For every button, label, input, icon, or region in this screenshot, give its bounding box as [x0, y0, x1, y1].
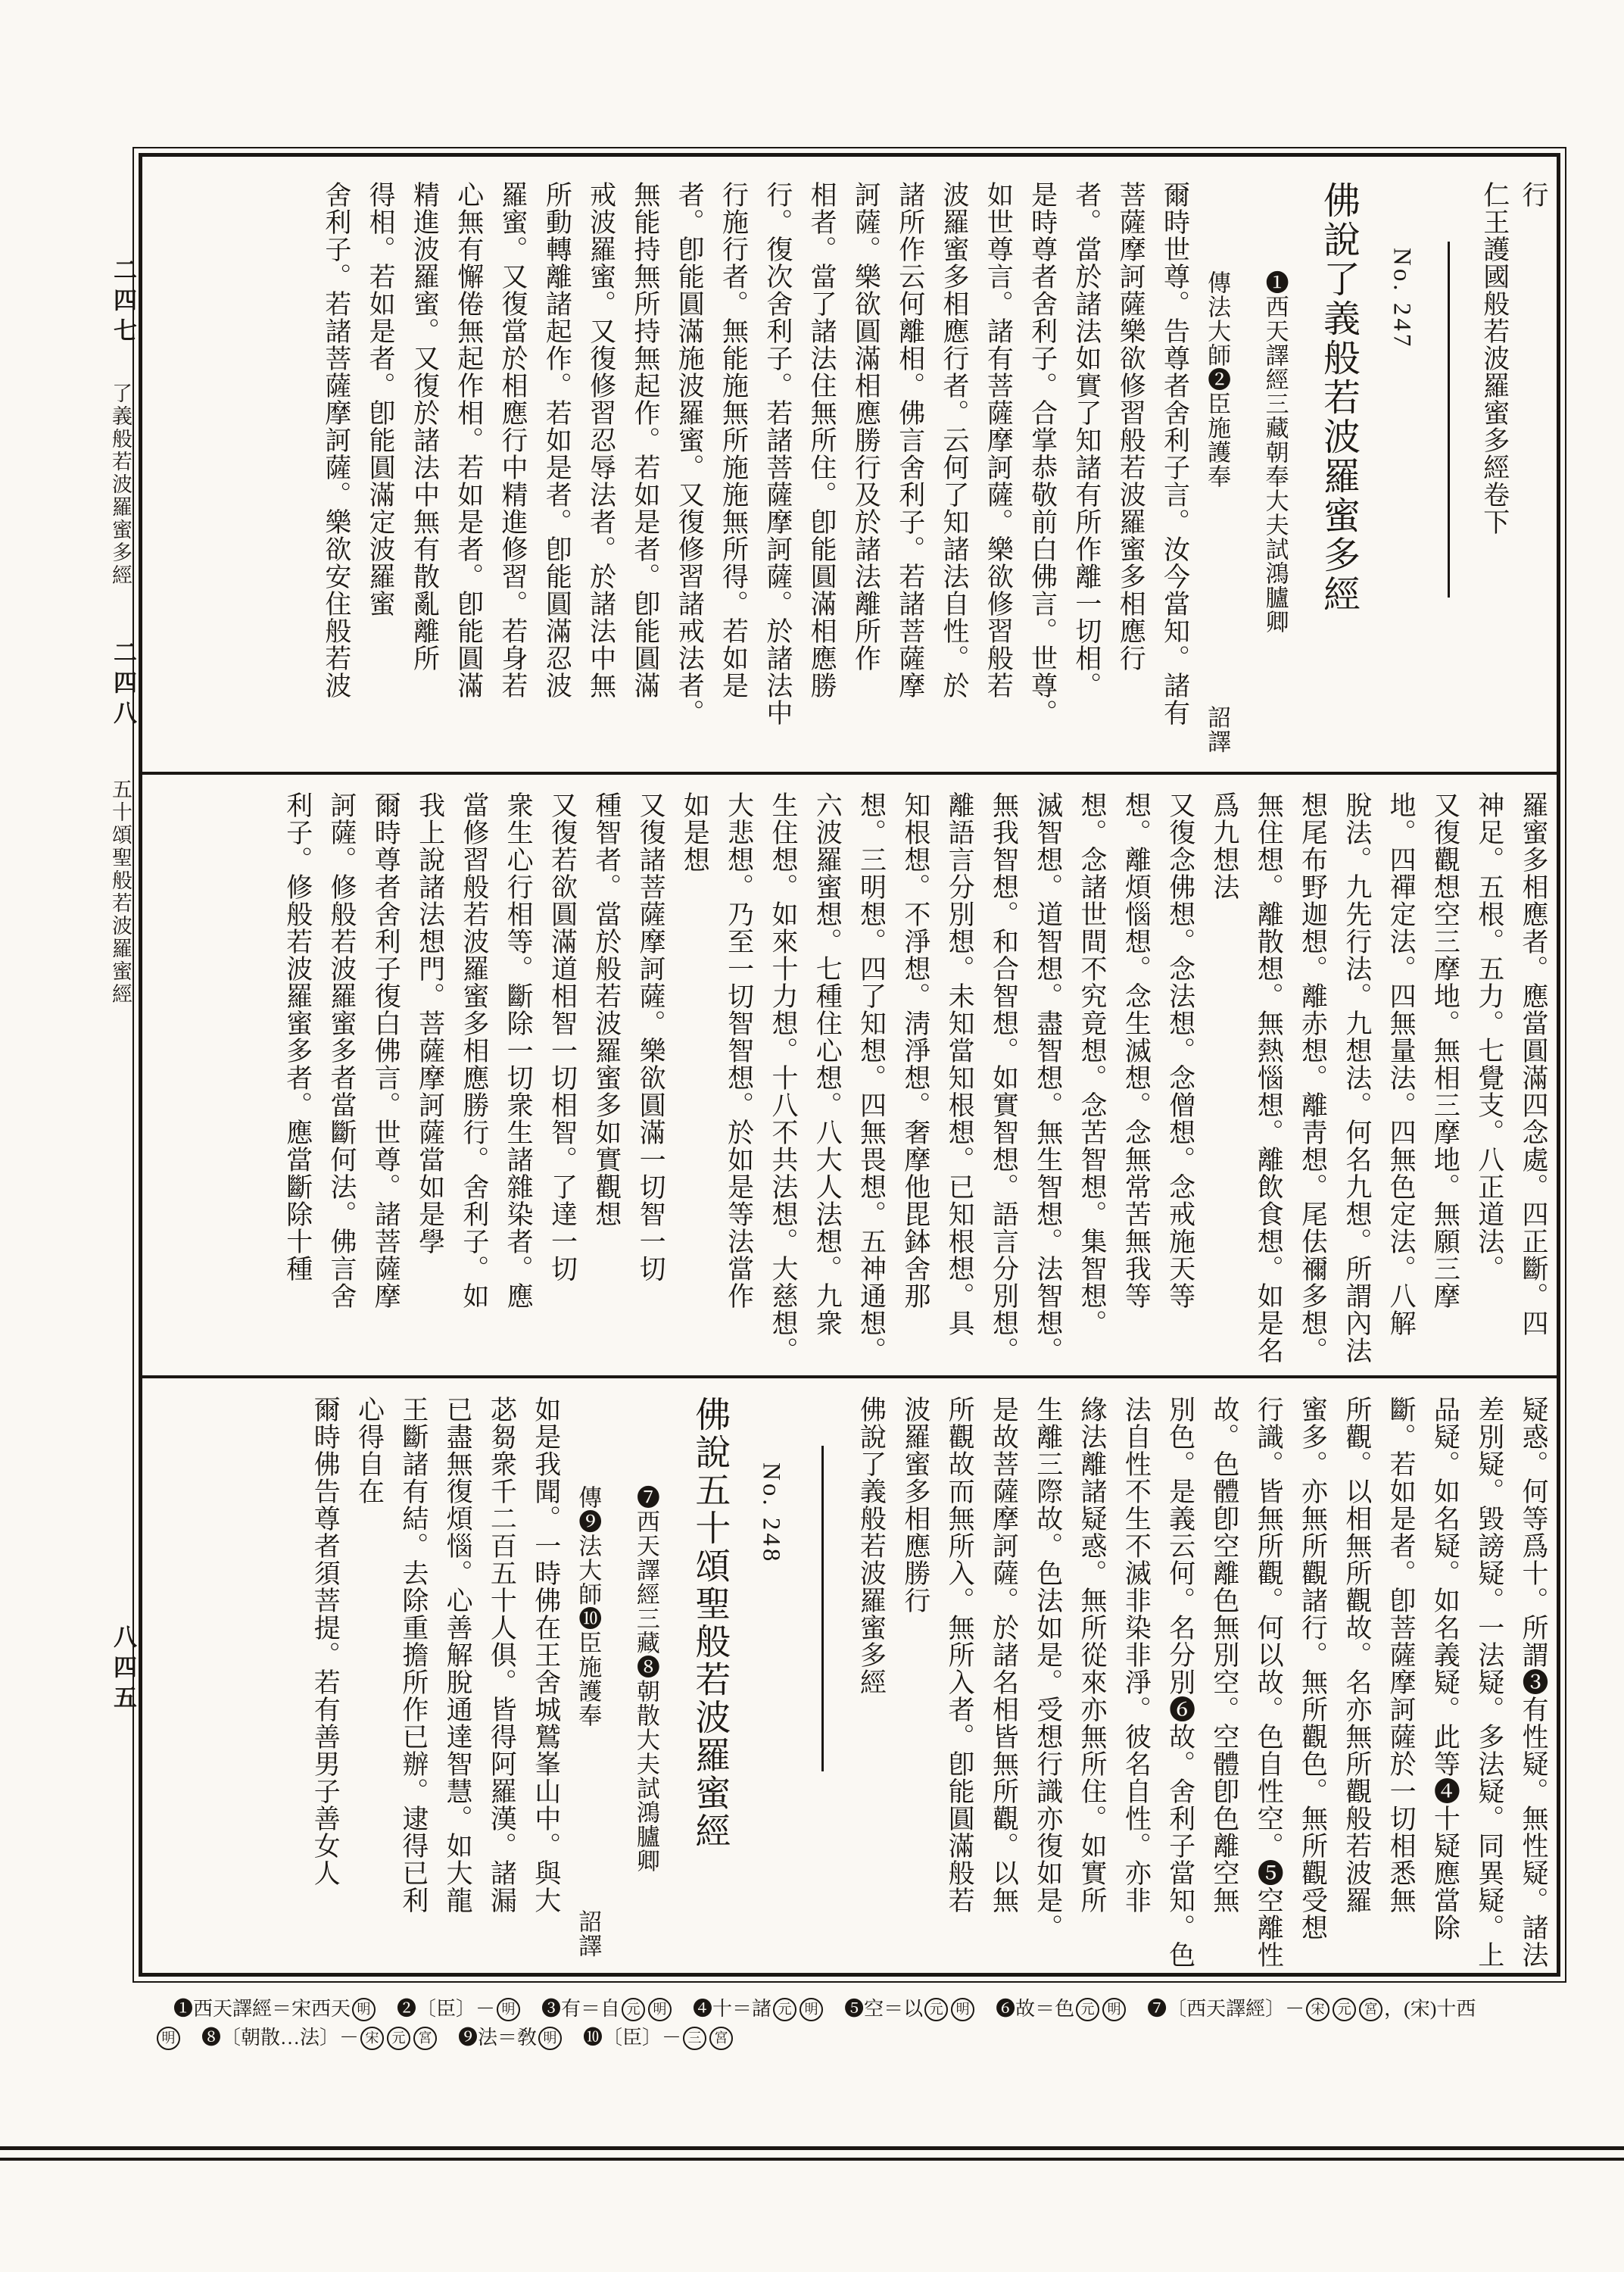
text-column: 心無有懈倦無起作相。若如是者。卽能圓滿: [454, 181, 484, 699]
text-column: 精進波羅蜜。又復於諸法中無有散亂離所: [410, 181, 440, 672]
witness-sigil: 明: [157, 2027, 180, 2050]
bottom-rule-2: [0, 2158, 1624, 2161]
text-column: 知根想。不淨想。淸淨想。奢摩他毘鉢舍那: [900, 791, 930, 1309]
text-column: 又復若欲圓滿道相智一切相智。了達一切: [547, 791, 578, 1282]
footnote-text: ❻故＝色: [976, 1998, 1075, 2020]
section-rule: [821, 1446, 824, 1771]
translator-line-1: ❼西天譯經三藏❽朝散大夫試鴻臚卿: [632, 1485, 659, 1873]
witness-sigil: 宮: [413, 2027, 437, 2050]
footnote-area: [155, 1993, 1586, 2051]
bottom-rule-1: [0, 2146, 1624, 2150]
text-column: 行。復次舍利子。若諸菩薩摩訶薩。於諸法中: [762, 181, 793, 726]
imperial-edict-label: 詔譯: [1204, 705, 1231, 754]
text-column: 舍利子。若諸菩薩摩訶薩。樂欲安住般若波: [321, 181, 351, 699]
text-column: 又復觀想空三摩地。無相三摩地。無願三摩: [1430, 791, 1460, 1309]
text-column: 所觀故而無所入。無所入者。卽能圓滿般若: [945, 1396, 975, 1914]
translator-line-2: [1203, 181, 1231, 758]
text-column: 我上說諸法想門。菩薩摩訶薩當如是學: [415, 791, 445, 1255]
witness-sigil: 宋: [1306, 1998, 1329, 2021]
text-column: 想。三明想。四了知想。四無畏想。五神通想。: [856, 791, 887, 1364]
text-column: 又復念佛想。念法想。念僧想。念戒施天等: [1165, 791, 1195, 1309]
witness-sigil: 明: [648, 1998, 672, 2021]
imperial-edict-label: 詔譯: [575, 1909, 602, 1958]
sutra-title-247: 佛說了義般若波羅蜜多經: [1318, 181, 1361, 614]
translator-line-2: [574, 1396, 602, 1962]
text-column: 脫法。九先行法。九想法。何名九想。所謂內法: [1342, 791, 1372, 1364]
text-column: 相者。當了諸法住無所住。卽能圓滿相應勝: [807, 181, 837, 699]
text-column: 諸所作云何離相。佛言舍利子。若諸菩薩摩: [895, 181, 925, 699]
footnote-text: ❽〔朝散…法〕－: [182, 2027, 360, 2049]
catchword-end-char: 行: [1519, 181, 1548, 208]
text-column: 行識。皆無所觀。何以故。色自性空。❺空離性: [1254, 1396, 1284, 1968]
text-column: 如世尊言。諸有菩薩摩訶薩。樂欲修習般若: [983, 181, 1014, 699]
text-column: 利子。修般若波羅蜜多者。應當斷除十種: [282, 791, 313, 1282]
text-column: 爾時佛告尊者須菩提。若有善男子善女人: [310, 1396, 341, 1887]
text-column: 所觀。以相無所觀故。名亦無所觀般若波羅: [1342, 1396, 1372, 1914]
text-column: 故。色體卽空離色無別空。空體卽色離空無: [1209, 1396, 1239, 1914]
witness-sigil: 明: [497, 1998, 520, 2021]
witness-sigil: 明: [951, 1998, 974, 2021]
text-column: 蜜多。亦無所觀諸行。無所觀色。無所觀受想: [1298, 1396, 1328, 1941]
sutra-title-248: 佛說五十頌聖般若波羅蜜經: [690, 1396, 730, 1850]
translator-line-1: ❶西天譯經三藏朝奉大夫試鴻臚卿: [1261, 270, 1289, 634]
text-column: 滅智想。道智想。盡智想。無生智想。法智想。: [1033, 791, 1063, 1364]
margin-page-number: 八四五: [110, 1624, 136, 1715]
footnote-text: ❷〔臣〕－: [377, 1998, 496, 2020]
text-column: 訶薩。樂欲圓滿相應勝行及於諸法離所作: [851, 181, 881, 672]
text-column: 如是想: [680, 791, 710, 873]
text-column: 者。當於諸法如實了知諸有所作離一切相。: [1071, 181, 1102, 699]
text-column: 別色。是義云何。名分別❻故。舍利子當知。色: [1165, 1396, 1195, 1968]
text-column: 緣法離諸疑惑。無所從來亦無所住。如實所: [1077, 1396, 1108, 1914]
text-column: 所動轉離諸起作。若如是者。卽能圓滿忍波: [542, 181, 572, 699]
text-column: 羅蜜多相應者。應當圓滿四念處。四正斷。四: [1519, 791, 1548, 1337]
text-column: 得相。若如是者。卽能圓滿定波羅蜜: [366, 181, 396, 617]
margin-running-title-247: 了義般若波羅蜜多經: [109, 382, 132, 587]
witness-sigil: 元: [924, 1998, 948, 2021]
sutra-number-248: No. 248: [757, 1462, 785, 1565]
text-column: 波羅蜜多相應行者。云何了知諸法自性。於: [940, 181, 970, 699]
text-column: 已盡無復煩惱。心善解脫通達智慧。如大龍: [443, 1396, 473, 1914]
footnote-text: ❹十＝諸: [673, 1998, 772, 2020]
text-column: 戒波羅蜜。又復修習忍辱法者。於諸法中無: [586, 181, 616, 699]
text-column: 地。四禪定法。四無量法。四無色定法。八解: [1386, 791, 1417, 1337]
footnote-text: ❿〔臣〕－: [563, 2027, 682, 2049]
register-divider-2: [142, 1375, 1557, 1378]
text-column: 又復諸菩薩摩訶薩。樂欲圓滿一切智一切: [636, 791, 666, 1282]
text-column: 斷。若如是者。卽菩薩摩訶薩於一切相悉無: [1386, 1396, 1417, 1914]
end-title-247: 佛說了義般若波羅蜜多經: [856, 1396, 887, 1696]
text-column: 想。離煩惱想。念生滅想。念無常苦無我等: [1121, 791, 1152, 1309]
footnote-text: ❺空＝以: [824, 1998, 924, 2020]
text-column: 心得自在: [354, 1396, 385, 1505]
witness-sigil: 宮: [1359, 1998, 1382, 2021]
margin-ref-no-248: 二四八: [110, 640, 136, 731]
witness-sigil: 元: [1333, 1998, 1356, 2021]
register-1: [148, 181, 1549, 758]
witness-sigil: 明: [538, 2027, 562, 2050]
text-column: 神足。五根。五力。七覺支。八正道法。: [1474, 791, 1504, 1282]
text-column: 者。卽能圓滿施波羅蜜。又復修習諸戒法者。: [675, 181, 705, 726]
text-column: 衆生心行相等。斷除一切衆生諸雜染者。應: [503, 791, 534, 1309]
text-column: 無我智想。和合智想。如實智想。語言分別想。: [989, 791, 1019, 1364]
text-column: 大悲想。乃至一切智智想。於如是等法當作: [724, 791, 754, 1309]
footnote-text: ❶西天譯經＝宋西天: [173, 1998, 351, 2020]
text-column: 離語言分別想。未知當知根想。已知根想。具: [945, 791, 975, 1337]
witness-sigil: 明: [800, 1998, 823, 2021]
text-column: 爾時尊者舍利子復白佛言。世尊。諸菩薩摩: [371, 791, 401, 1309]
text-column: 羅蜜。又復當於相應行中精進修習。若身若: [498, 181, 528, 699]
footnote-row-1: [173, 1993, 1586, 2022]
witness-sigil: 宮: [709, 2027, 733, 2050]
text-column: 如是我聞。一時佛在王舍城鷲峯山中。與大: [531, 1396, 561, 1914]
footnote-text: ❸有＝自: [522, 1998, 621, 2020]
text-column: 王斷諸有結。去除重擔所作已辦。逮得已利: [398, 1396, 429, 1914]
witness-sigil: 元: [387, 2027, 410, 2050]
text-column: 爲九想法: [1209, 791, 1239, 900]
text-column: 種智者。當於般若波羅蜜多如實觀想: [591, 791, 622, 1228]
text-column: 疑惑。何等爲十。所謂❸有性疑。無性疑。諸法: [1519, 1396, 1548, 1968]
text-column: 想。念諸世間不究竟想。念苦智想。集智想。: [1077, 791, 1108, 1337]
footnote-text: ❼〔西天譯經〕－: [1127, 1998, 1305, 2020]
sutra-number-247: No. 247: [1388, 248, 1416, 350]
witness-sigil: 元: [1076, 1998, 1099, 2021]
register-3: [148, 1396, 1549, 1968]
main-frame: [139, 153, 1560, 1977]
translator-line-2-text: 傳法大師❷臣施護奉: [1204, 270, 1231, 488]
text-column: 法自性不生不滅非染非淨。彼名自性。亦非: [1121, 1396, 1152, 1914]
margin-running-title-248: 五十頌聖般若波羅蜜經: [109, 779, 132, 1006]
text-column: 差別疑。毀謗疑。一法疑。多法疑。同異疑。上: [1474, 1396, 1504, 1968]
text-column: 六波羅蜜想。七種住心想。八大人法想。九衆: [812, 791, 843, 1337]
section-rule: [1448, 242, 1450, 598]
witness-sigil: 宋: [360, 2027, 384, 2050]
text-column: 無能持無所持無起作。若如是者。卽能圓滿: [630, 181, 660, 699]
previous-sutra-end-title: 仁王護國般若波羅蜜多經卷下: [1479, 181, 1510, 535]
text-column: 是時尊者舍利子。合掌恭敬前白佛言。世尊。: [1027, 181, 1058, 726]
text-column: 苾芻衆千二百五十人俱。皆得阿羅漢。諸漏: [487, 1396, 517, 1914]
register-2: [148, 791, 1549, 1364]
translator-line-2-text: 傳❾法大師❿臣施護奉: [575, 1485, 602, 1727]
text-column: 無住想。離散想。無熱惱想。離飲食想。如是名: [1254, 791, 1284, 1364]
margin-ref-no-247: 二四七: [110, 257, 136, 348]
text-column: 爾時世尊。告尊者舍利子言。汝今當知。諸有: [1160, 181, 1190, 726]
witness-sigil: 明: [1102, 1998, 1126, 2021]
text-column: 生住想。如來十力想。十八不共法想。大慈想。: [768, 791, 798, 1364]
text-column: 當修習般若波羅蜜多相應勝行。舍利子。如: [459, 791, 489, 1309]
text-column: 品疑。如名疑。如名義疑。此等❹十疑應當除: [1430, 1396, 1460, 1941]
text-column: 菩薩摩訶薩樂欲修習般若波羅蜜多相應行: [1116, 181, 1146, 672]
footnote-row-2: [155, 2022, 1586, 2051]
text-column: 波羅蜜多相應勝行: [900, 1396, 930, 1614]
witness-sigil: 三: [683, 2027, 706, 2050]
footnote-text: ，(宋)十西: [1384, 1998, 1476, 2020]
witness-sigil: 明: [352, 1998, 376, 2021]
text-column: 生離三際故。色法如是。受想行識亦復如是。: [1033, 1396, 1063, 1941]
footnote-text: ❾法＝敎: [438, 2027, 538, 2049]
text-column: 訶薩。修般若波羅蜜多者當斷何法。佛言舍: [326, 791, 357, 1309]
witness-sigil: 元: [773, 1998, 796, 2021]
text-column: 是故菩薩摩訶薩。於諸名相皆無所觀。以無: [989, 1396, 1019, 1914]
text-column: 行施行者。無能施無所施施無所得。若如是: [718, 181, 749, 699]
text-column: 想尾布野迦想。離赤想。離靑想。尾佉禰多想。: [1298, 791, 1328, 1364]
witness-sigil: 元: [622, 1998, 645, 2021]
register-divider-1: [142, 772, 1557, 775]
